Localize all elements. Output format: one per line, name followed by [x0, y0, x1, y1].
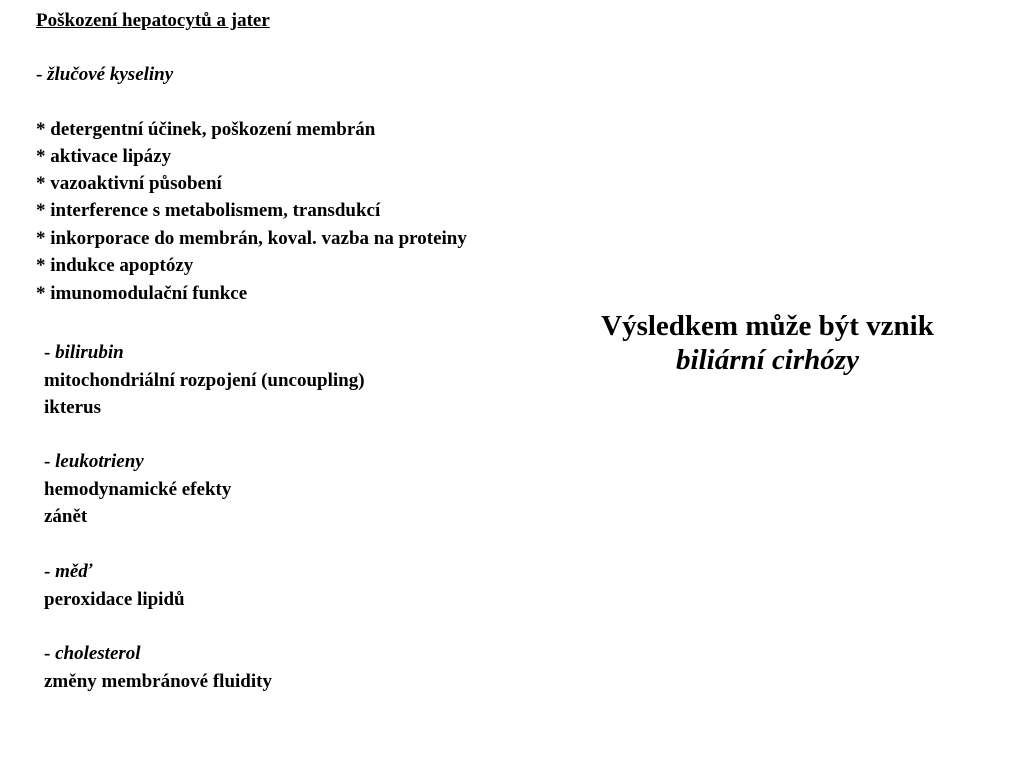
bile-acids-heading [36, 64, 173, 86]
copper-heading [44, 561, 93, 583]
cholesterol-name: cholesterol [55, 643, 141, 664]
conclusion [560, 309, 975, 377]
bilirubin-name: bilirubin [55, 342, 124, 363]
bile-acids-effect-1: * detergentní účinek, poškození membrán [36, 119, 376, 140]
slide-title: Poškození hepatocytů a jater [36, 10, 270, 31]
bile-acids-effect-5: * inkorporace do membrán, koval. vazba na proteiny [36, 228, 467, 249]
cholesterol-dash: - [44, 643, 56, 664]
conclusion-line-2: biliární cirhózy [676, 344, 859, 376]
bile-acids-effect-6: * indukce apoptózy [36, 255, 194, 276]
copper-dash: - [44, 561, 56, 582]
leukotrienes-effect-1: hemodynamické efekty [44, 479, 232, 500]
cholesterol-effect-1: změny membránové fluidity [44, 671, 272, 692]
bilirubin-effect-1: mitochondriální rozpojení (uncoupling) [44, 370, 365, 391]
bile-acids-effect-2: * aktivace lipázy [36, 146, 172, 167]
bilirubin-dash: - [44, 342, 56, 363]
leukotrienes-effect-2: zánět [44, 506, 88, 527]
leukotrienes-name: leukotrieny [55, 451, 144, 472]
bilirubin-effect-2: ikterus [44, 397, 101, 418]
copper-effect-1: peroxidace lipidů [44, 589, 185, 610]
leukotrienes-dash: - [44, 451, 56, 472]
cholesterol-heading [44, 643, 141, 665]
bile-acids-effect-7: * imunomodulační funkce [36, 283, 248, 304]
conclusion-line-1: Výsledkem může být vznik [601, 310, 934, 342]
bile-acids-name: žlučové kyseliny [47, 64, 174, 85]
bile-acids-effect-4: * interference s metabolismem, transdukcí [36, 200, 381, 221]
bile-acids-dash: - [36, 64, 48, 85]
copper-name: měď [55, 561, 93, 582]
bilirubin-heading [44, 342, 124, 364]
bile-acids-effect-3: * vazoaktivní působení [36, 173, 222, 194]
leukotrienes-heading [44, 451, 144, 473]
